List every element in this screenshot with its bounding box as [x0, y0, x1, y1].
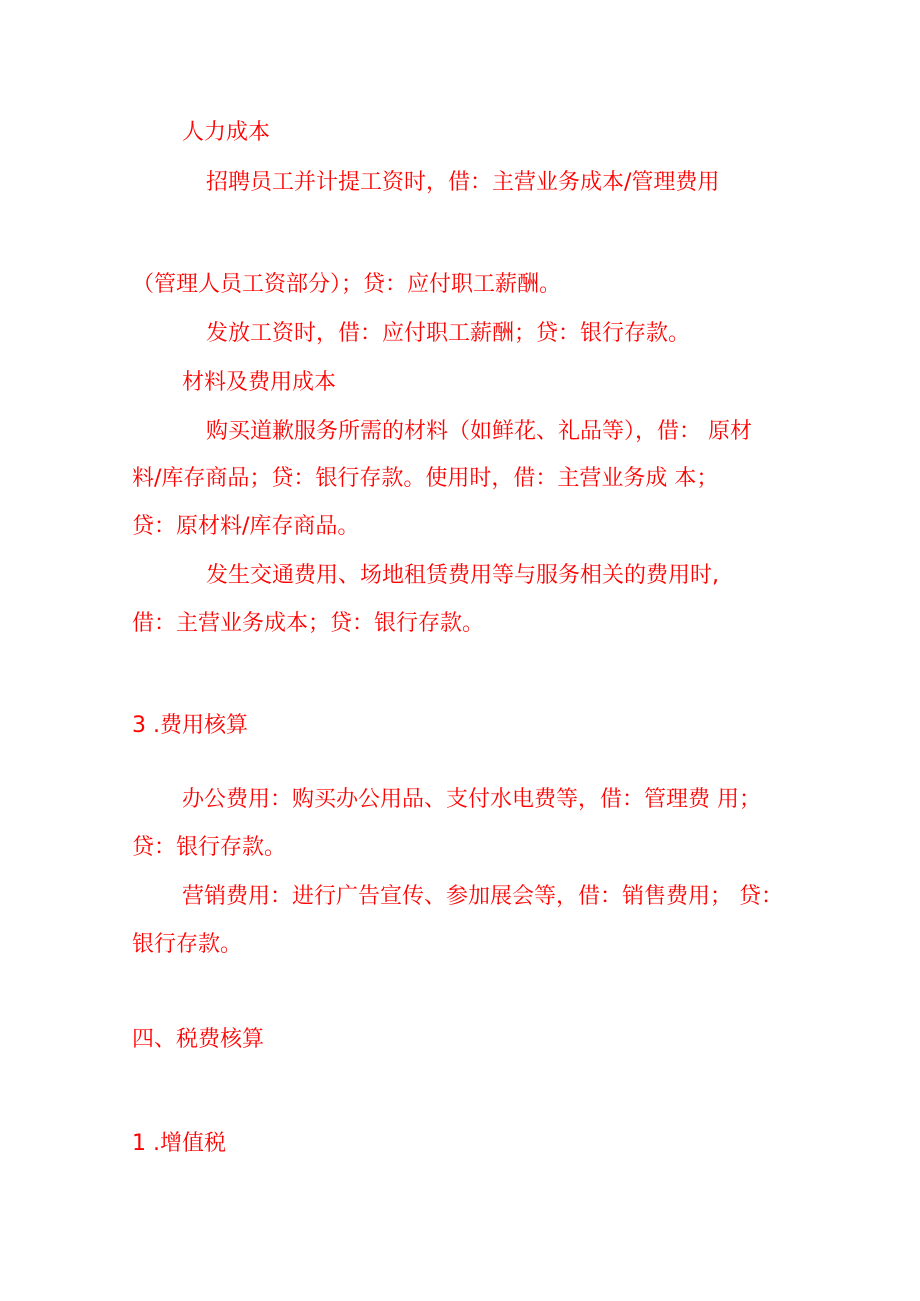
subheading-vat: 1 .增值税 — [132, 1131, 226, 1156]
paragraph-line: 贷：银行存款。 — [132, 835, 287, 860]
paragraph-line: 料/库存商品；贷：银行存款。使用时，借：主营业务成 本； — [132, 466, 719, 491]
paragraph-line: 发生交通费用、场地租赁费用等与服务相关的费用时, — [206, 563, 719, 588]
paragraph-line: 借：主营业务成本；贷：银行存款。 — [132, 611, 485, 636]
paragraph-line: 贷：原材料/库存商品。 — [132, 514, 360, 539]
paragraph-line: 购买道歉服务所需的材料（如鲜花、礼品等），借： 原材 — [206, 419, 752, 444]
heading-labor-cost: 人力成本 — [182, 120, 271, 145]
paragraph-line: 发放工资时，借：应付职工薪酬；贷：银行存款。 — [206, 321, 691, 346]
paragraph-line: 营销费用：进行广告宣传、参加展会等，借：销售费用； 贷： — [182, 884, 783, 909]
paragraph-line: （管理人员工资部分）；贷：应付职工薪酬。 — [132, 272, 562, 297]
section-heading-expense-accounting: 3 .费用核算 — [132, 713, 248, 738]
paragraph-line: 招聘员工并计提工资时，借：主营业务成本/管理费用 — [206, 170, 720, 195]
paragraph-line: 银行存款。 — [132, 932, 243, 957]
paragraph-line: 办公费用：购买办公用品、支付水电费等，借：管理费 用； — [182, 787, 761, 812]
heading-materials-cost: 材料及费用成本 — [182, 370, 337, 395]
section-heading-tax-accounting: 四、税费核算 — [132, 1027, 265, 1052]
